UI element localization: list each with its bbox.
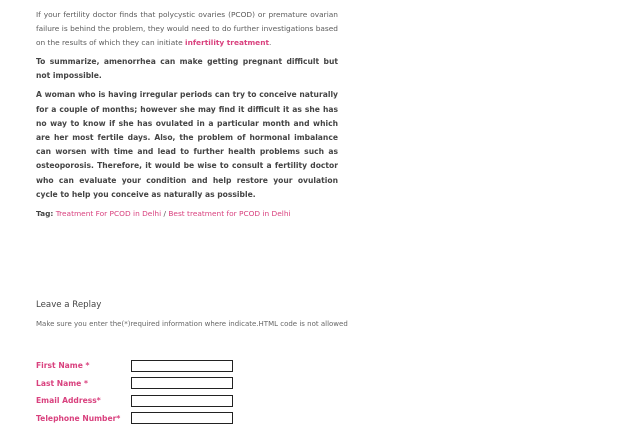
telephone-row [36,410,233,428]
leave-reply-section [36,298,596,330]
intro-text: If your fertility doctor finds that polycystic ovaries (PCOD) or premature ovarian failure is behind the problem, they would need to do further investigations based on the results of which they can initiate [36,10,338,47]
summary-paragraph: To summarize, amenorrhea can make getting pregnant difficult but not impossible. [36,57,338,81]
infertility-treatment-link[interactable]: infertility treatment [185,38,269,47]
email-label: Email Address* [36,396,101,406]
last-name-input[interactable] [131,377,233,389]
tag-separator: / [161,209,169,219]
first-name-row [36,357,233,375]
body-paragraph: A woman who is having irregular periods can try to conceive naturally for a couple of months; however she may find it difficult it as she has no way to know if she has ovulated in a particular month and which are her most fertile days. Also, the problem of hormonal imbalance can worsen with time and lead to further health problems such as osteoporosis. Therefore, it would be wise to consult a fertility doctor who can evaluate your condition and help restore your ovulation cycle to help you conceive as naturally as possible. [36,90,338,199]
first-name-input[interactable] [131,360,233,372]
email-row [36,392,233,410]
first-name-label: First Name * [36,361,90,371]
reply-note: Make sure you enter the(*)required information where indicate.HTML code is not allowed [36,320,348,328]
intro-paragraph [36,8,338,50]
last-name-row [36,375,233,393]
tag-link-best-treatment-pcod[interactable]: Best treatment for PCOD in Delhi [168,209,291,219]
reply-form [36,357,233,427]
email-input[interactable] [131,395,233,407]
reply-title: Leave a Replay [36,300,102,310]
article-content [36,8,338,221]
tag-label: Tag: [36,209,54,219]
tag-line [36,207,338,221]
tag-link-treatment-pcod[interactable]: Treatment For PCOD in Delhi [55,209,162,219]
telephone-input[interactable] [131,412,233,424]
intro-end: . [269,38,272,47]
telephone-label: Telephone Number* [36,413,121,423]
last-name-label: Last Name * [36,378,88,388]
